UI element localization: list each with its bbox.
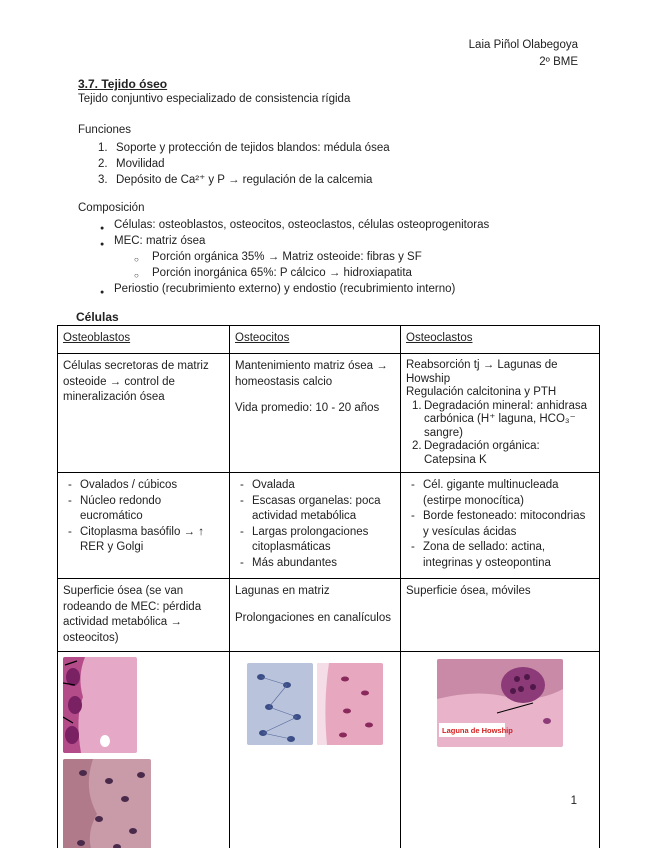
- table-cell: [401, 354, 600, 473]
- composicion-list: [100, 217, 489, 297]
- cell-list: [406, 478, 594, 571]
- osteocyte-micrograph-1: [247, 663, 313, 745]
- table-title: Células: [76, 310, 119, 324]
- composicion-label: Composición: [78, 202, 145, 214]
- table-cell: Superficie ósea (se van rodeando de MEC: pérdida actividad metabólica → osteocitos): [58, 579, 230, 652]
- table-cell: Superficie ósea, móviles: [401, 579, 600, 652]
- table-cell: [230, 354, 401, 473]
- cell-list: [235, 478, 395, 571]
- table-cell: [401, 652, 600, 848]
- table-cell: [401, 473, 600, 579]
- list-item: - Ovalada: [235, 478, 395, 494]
- list-item: - Citoplasma basófilo → ↑ RER y Golgi: [63, 525, 224, 556]
- osteocyte-micrograph-2: [317, 663, 383, 745]
- author-name: Laia Piñol Olabegoya: [468, 39, 578, 51]
- cell-text: Mantenimiento matriz ósea → homeostasis calcio: [235, 360, 388, 388]
- osteoclast-micrograph: [437, 659, 563, 747]
- list-item: - Borde festoneado: mitocondrias y vesículas ácidas: [406, 509, 594, 540]
- table-cell: [58, 652, 230, 848]
- list-item: - Núcleo redondo eucromático: [63, 494, 224, 525]
- list-subitem: ○ Porción orgánica 35% → Matriz osteoide: fibras y SF: [100, 249, 489, 265]
- table-cell: [230, 652, 401, 848]
- course-label: 2º BME: [539, 56, 578, 68]
- list-item: - Escasas organelas: poca actividad metabólica: [235, 494, 395, 525]
- list-item: - Más abundantes: [235, 556, 395, 572]
- image-caption-laguna: Laguna de Howship: [442, 726, 513, 735]
- table-row: [58, 473, 600, 579]
- cells-table: [57, 325, 600, 848]
- osteoblast-micrograph-1: [63, 657, 137, 753]
- list-item: 1. Soporte y protección de tejidos blandos: médula ósea: [98, 142, 390, 154]
- list-item: 1. Degradación mineral: anhidrasa carbónica (H⁺ laguna, HCO₃⁻ sangre): [412, 399, 588, 439]
- list-item: ● Periostio (recubrimiento externo) y endostio (recubrimiento interno): [100, 281, 489, 297]
- cell-list: [63, 478, 224, 556]
- table-cell: Células secretoras de matriz osteoide → control de mineralización ósea: [58, 354, 230, 473]
- table-row: [58, 579, 600, 652]
- section-subtitle: Tejido conjuntivo especializado de consistencia rígida: [78, 93, 351, 105]
- list-subitem: ○ Porción inorgánica 65%: P cálcico → hidroxiapatita: [100, 265, 489, 281]
- list-item: - Cél. gigante multinucleada (estirpe monocítica): [406, 478, 594, 509]
- header-osteoclastos: Osteoclastos: [401, 326, 600, 354]
- funciones-list: [98, 140, 390, 188]
- list-item: 2. Movilidad: [98, 158, 165, 170]
- funciones-label: Funciones: [78, 124, 132, 136]
- section-title: 3.7. Tejido óseo: [78, 77, 168, 91]
- cell-list: [406, 400, 594, 468]
- list-item: - Zona de sellado: actina, integrinas y osteopontina: [406, 540, 594, 571]
- table-header-row: [58, 326, 600, 354]
- header-osteoblastos: Osteoblastos: [58, 326, 230, 354]
- list-item: ● MEC: matriz ósea: [100, 233, 489, 249]
- list-item: 3. Depósito de Ca²⁺ y P → regulación de la calcemia: [98, 174, 373, 186]
- cell-text: Prolongaciones en canalículos: [235, 611, 391, 624]
- list-item: 2. Degradación orgánica: Catepsina K: [412, 440, 540, 466]
- table-row: [58, 354, 600, 473]
- cell-text: Vida promedio: 10 - 20 años: [235, 402, 380, 414]
- table-cell: [58, 473, 230, 579]
- cell-text: Lagunas en matriz: [235, 585, 330, 597]
- list-item: ● Células: osteoblastos, osteocitos, osteoclastos, células osteoprogenitoras: [100, 217, 489, 233]
- page-number: 1: [570, 795, 577, 807]
- cell-text: Regulación calcitonina y PTH: [406, 386, 557, 398]
- table-cell: [230, 579, 401, 652]
- table-image-row: [58, 652, 600, 848]
- table-cell: [230, 473, 401, 579]
- list-item: - Largas prolongaciones citoplasmáticas: [235, 525, 395, 556]
- header-osteocitos: Osteocitos: [230, 326, 401, 354]
- cell-text: Reabsorción tj → Lagunas de Howship: [406, 359, 558, 385]
- osteoblast-micrograph-2: [63, 759, 151, 848]
- list-item: - Ovalados / cúbicos: [63, 478, 224, 494]
